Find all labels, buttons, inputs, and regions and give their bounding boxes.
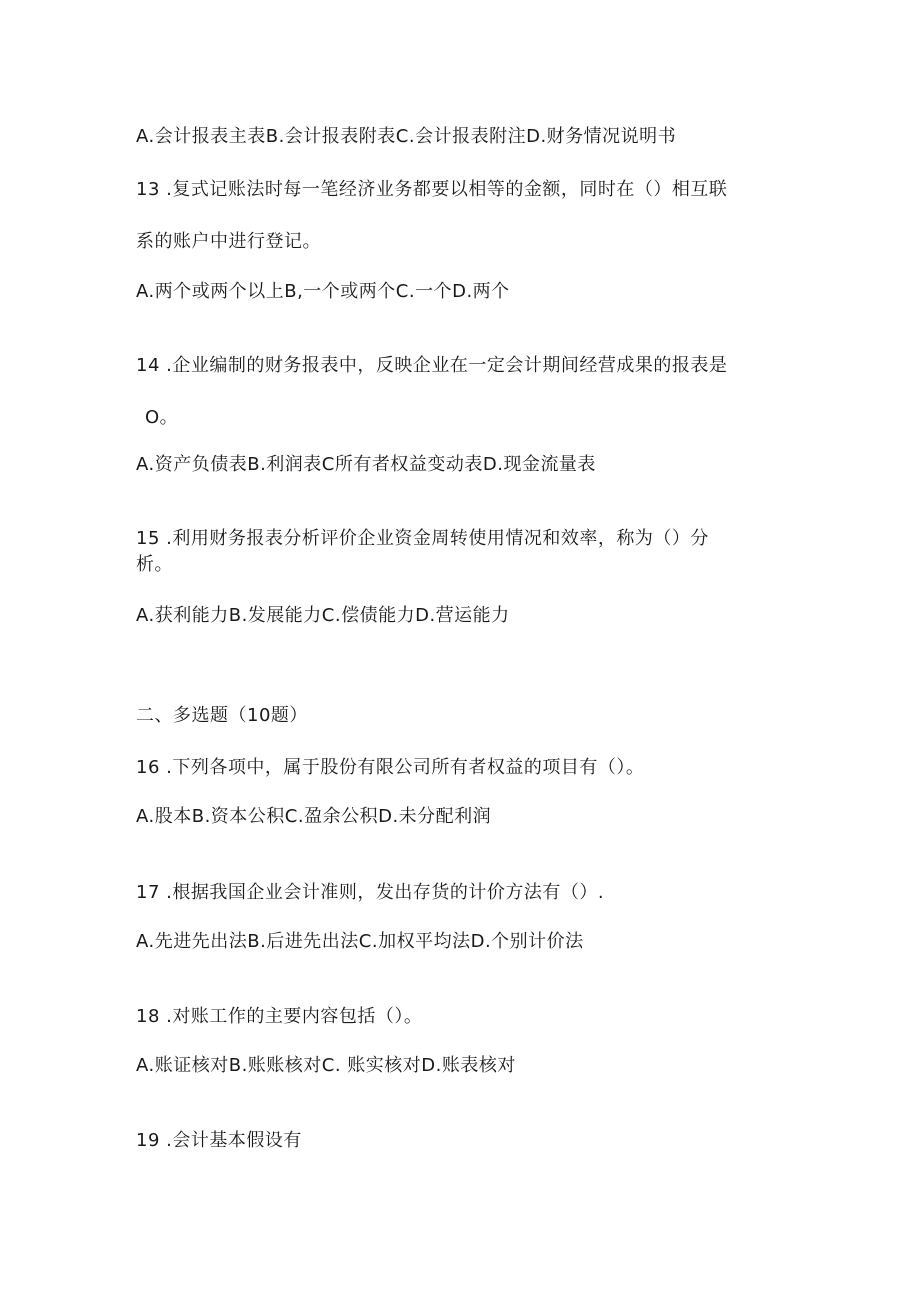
q16-question: 16 .下列各项中，属于股份有限公司所有者权益的项目有（）。 — [136, 757, 645, 778]
q14-options: A.资产负债表B.利润表C所有者权益变动表D.现金流量表 — [136, 454, 596, 475]
q15-options: A.获利能力B.发展能力C.偿债能力D.营运能力 — [136, 605, 510, 626]
q15-question-line-2: 析。 — [136, 554, 173, 575]
q13-question-line-1: 13 .复式记账法时每一笔经济业务都要以相等的金额，同时在（）相互联 — [136, 179, 728, 200]
q17-question: 17 .根据我国企业会计准则，发出存货的计价方法有（）. — [136, 882, 605, 903]
q15-question-line-1: 15 .利用财务报表分析评价企业资金周转使用情况和效率，称为（）分 — [136, 528, 709, 549]
q18-question: 18 .对账工作的主要内容包括（）。 — [136, 1006, 423, 1027]
q17-options: A.先进先出法B.后进先出法C.加权平均法D.个别计价法 — [136, 931, 584, 952]
q14-question-line-2: O。 — [145, 407, 179, 428]
q19-question: 19 .会计基本假设有 — [136, 1130, 302, 1151]
q12-options: A.会计报表主表B.会计报表附表C.会计报表附注D.财务情况说明书 — [136, 126, 677, 147]
section-2-heading: 二、多选题（10题） — [136, 705, 308, 726]
q14-question-line-1: 14 .企业编制的财务报表中，反映企业在一定会计期间经营成果的报表是 — [136, 355, 728, 376]
q13-options: A.两个或两个以上B,一个或两个C.一个D.两个 — [136, 281, 510, 302]
q16-options: A.股本B.资本公积C.盈余公积D.未分配利润 — [136, 806, 492, 827]
q13-question-line-2: 系的账户中进行登记。 — [136, 231, 321, 252]
q18-options: A.账证核对B.账账核对C. 账实核对D.账表核对 — [136, 1055, 516, 1076]
